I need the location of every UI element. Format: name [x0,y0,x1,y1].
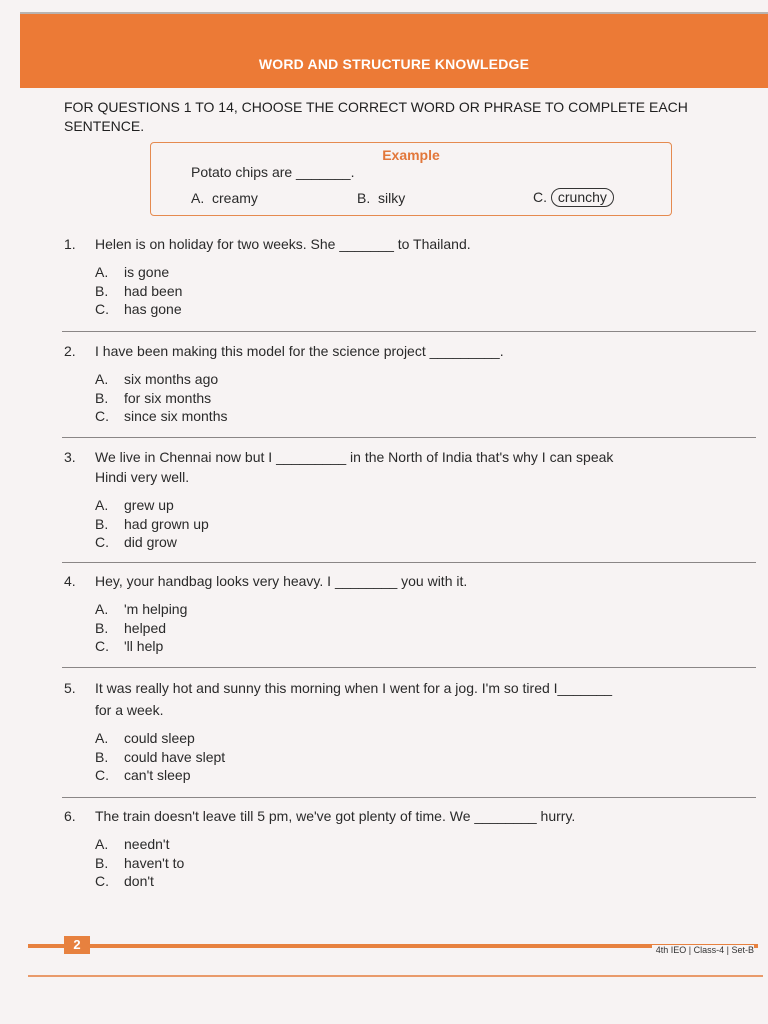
option-text: don't [124,873,154,889]
option-text: silky [378,190,406,206]
question-number: 4. [64,573,76,589]
option-letter: B. [95,515,109,532]
option-b[interactable] [95,619,758,638]
option-a[interactable] [95,600,758,619]
option-b[interactable] [95,515,758,534]
option-text: grew up [124,497,174,513]
question-number: 5. [64,680,76,696]
example-option-a [191,190,258,206]
question-1 [64,234,758,319]
option-text: had grown up [124,515,209,532]
option-text: haven't to [124,854,185,871]
option-text: 'm helping [124,601,188,617]
footer-set-info: 4th IEO | Class-4 | Set-B [652,945,754,955]
divider [62,331,756,332]
question-text-line-2: Hindi very well. [95,469,190,485]
option-c[interactable] [95,533,758,552]
options-list [64,835,758,891]
option-text: needn't [124,836,170,852]
question-text-line-1: We live in Chennai now but I _________ in the North of India that's why I can speak [95,449,614,465]
question-text-line-1: It was really hot and sunny this morning when I went for a jog. I'm so tired I_______ [95,680,613,696]
option-text: for six months [124,389,212,406]
question-2 [64,341,758,426]
options-list [64,263,758,319]
question-text-line-2: for a week. [95,702,164,718]
example-title: Example [382,147,440,163]
question-text: I have been making this model for the science project _________. [95,343,504,359]
option-letter: B. [357,190,371,206]
option-text: 'll help [124,638,164,654]
options-list [64,496,758,552]
option-text: did grow [124,534,177,550]
option-c[interactable] [95,872,758,891]
question-number: 3. [64,449,76,465]
question-6 [64,806,758,891]
options-list [64,729,758,785]
question-number: 2. [64,343,76,359]
option-letter: A. [95,730,109,746]
page-number: 2 [64,936,90,954]
option-text: has gone [124,301,182,317]
option-letter: B. [95,282,109,299]
instructions-text: FOR QUESTIONS 1 TO 14, CHOOSE THE CORRECT WORD OR PHRASE TO COMPLETE EACH SENTENCE. [64,99,688,134]
option-letter: A. [95,264,109,280]
question-stem [64,678,758,720]
option-text: can't sleep [124,767,191,783]
question-5 [64,678,758,785]
option-text: helped [124,619,167,636]
option-b[interactable] [95,389,758,408]
option-letter: B. [95,854,109,871]
question-stem [64,571,758,591]
divider [62,797,756,798]
question-text: Helen is on holiday for two weeks. She _______ to Thailand. [95,236,471,252]
option-b[interactable] [95,282,758,301]
option-letter: C. [95,301,109,317]
question-stem [64,234,758,254]
option-letter: B. [95,748,109,765]
footer-bar [28,944,758,948]
question-text: The train doesn't leave till 5 pm, we've got plenty of time. We ________ hurry. [95,808,576,824]
option-c[interactable] [95,300,758,319]
question-number: 6. [64,808,76,824]
circled-answer: crunchy [551,188,614,207]
options-list [64,600,758,656]
option-letter: C. [95,767,109,783]
option-b[interactable] [95,854,758,873]
option-c[interactable] [95,637,758,656]
question-stem [64,341,758,361]
option-letter: B. [95,389,109,406]
question-stem [64,806,758,826]
question-4 [64,571,758,656]
option-text: creamy [212,190,258,206]
section-title: WORD AND STRUCTURE KNOWLEDGE [258,56,530,72]
option-c[interactable] [95,407,758,426]
option-letter: C. [95,638,109,654]
divider [62,562,756,563]
divider [62,667,756,668]
option-a[interactable] [95,496,758,515]
options-list [64,370,758,426]
option-text: could sleep [124,730,195,746]
option-text: six months ago [124,371,219,387]
question-number: 1. [64,236,76,252]
option-letter: C. [95,873,109,889]
option-letter: C. [533,189,547,205]
bottom-rule [28,975,763,977]
option-letter: A. [95,371,109,387]
option-letter: A. [95,497,109,513]
question-text: Hey, your handbag looks very heavy. I ________ you with it. [95,573,468,589]
option-letter: C. [95,408,109,424]
option-b[interactable] [95,748,758,767]
example-option-c [533,188,614,207]
option-letter: A. [95,836,109,852]
option-text: had been [124,282,183,299]
option-letter: A. [191,190,205,206]
option-text: could have slept [124,748,226,765]
example-stem: Potato chips are _______. [191,164,355,180]
option-letter: B. [95,619,109,636]
example-option-b [357,190,405,206]
option-text: since six months [124,408,228,424]
option-a[interactable] [95,729,758,748]
option-c[interactable] [95,766,758,785]
option-a[interactable] [95,370,758,389]
divider [62,437,756,438]
option-a[interactable] [95,263,758,282]
question-stem [64,447,758,487]
option-letter: C. [95,534,109,550]
option-letter: A. [95,601,109,617]
section-banner [20,14,768,88]
option-text: is gone [124,264,170,280]
option-a[interactable] [95,835,758,854]
example-box [150,142,672,216]
question-3 [64,447,758,552]
